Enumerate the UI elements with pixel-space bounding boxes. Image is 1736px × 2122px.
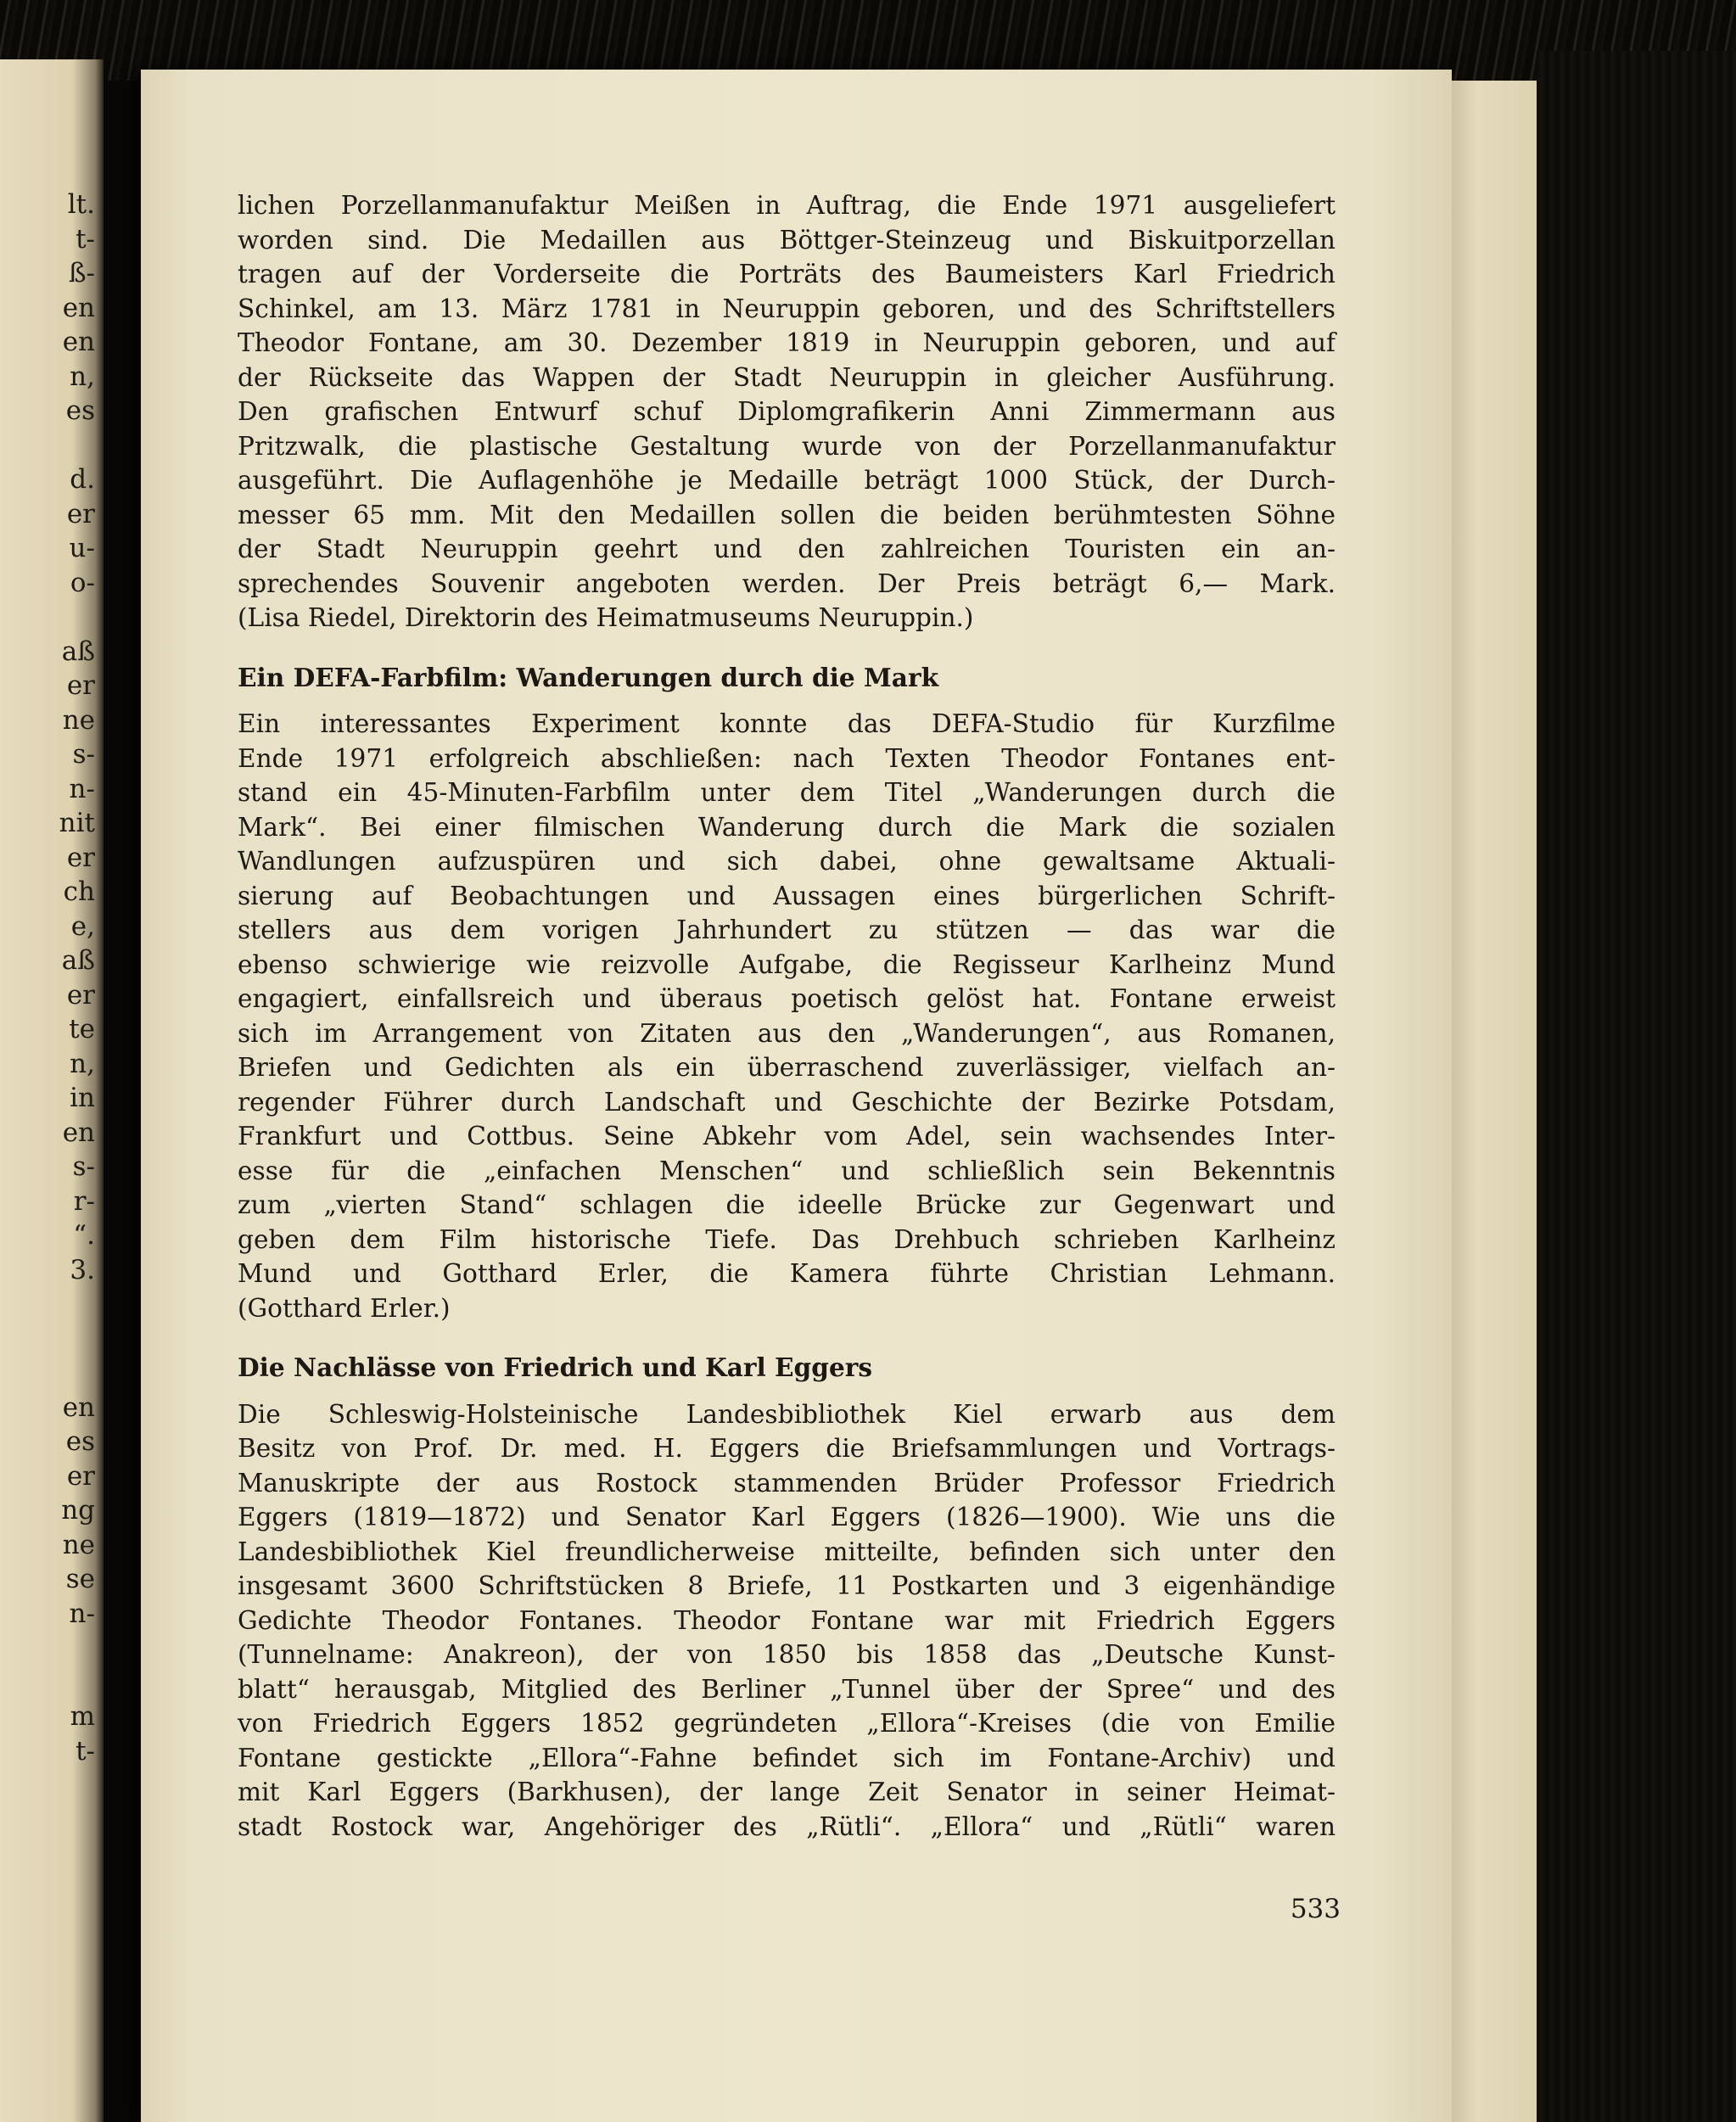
left-page-fragment: en bbox=[62, 292, 95, 323]
left-page-fragment: es bbox=[65, 395, 95, 426]
paragraph-defa bbox=[238, 707, 1336, 1325]
text-line: blatt“ herausgab, Mitglied des Berliner „Tunnel über der Spree“ und des bbox=[238, 1674, 1336, 1704]
left-page-fragment: n, bbox=[70, 1048, 95, 1079]
left-page-fragment: d. bbox=[70, 464, 95, 495]
text-line: Schinkel, am 13. März 1781 in Neuruppin geboren, und des Schriftstellers bbox=[238, 294, 1336, 323]
left-facing-page bbox=[0, 59, 104, 2122]
left-page-fragment: ne bbox=[62, 1529, 95, 1560]
paragraph-medaillen bbox=[238, 188, 1336, 635]
left-page-fragment: en bbox=[62, 1117, 95, 1148]
text-line: stand ein 45-Minuten-Farbfilm unter dem Titel „Wanderungen durch die bbox=[238, 778, 1336, 807]
text-line: mit Karl Eggers (Barkhusen), der lange Zeit Senator in seiner Heimat- bbox=[238, 1778, 1336, 1806]
text-line: Den grafischen Entwurf schuf Diplomgrafikerin Anni Zimmermann aus bbox=[238, 397, 1336, 426]
left-page-fragment: er bbox=[66, 979, 95, 1011]
text-line: (Lisa Riedel, Direktorin des Heimatmuseums Neuruppin.) bbox=[238, 603, 974, 632]
left-page-fragment: t- bbox=[76, 223, 95, 255]
left-page-fragment: te bbox=[69, 1014, 95, 1044]
spacer bbox=[238, 1325, 1336, 1351]
text-line: Besitz von Prof. Dr. med. H. Eggers die Briefsammlungen und Vortrags- bbox=[238, 1434, 1336, 1463]
text-line: lichen Porzellanmanufaktur Meißen in Auftrag, die Ende 1971 ausgeliefert bbox=[238, 191, 1336, 220]
text-line: Theodor Fontane, am 30. Dezember 1819 in Neuruppin geboren, und auf bbox=[238, 328, 1336, 357]
text-line: Briefen und Gedichten als ein überraschend zuverlässiger, vielfach an- bbox=[238, 1053, 1336, 1082]
left-page-fragment: aß bbox=[61, 945, 95, 976]
left-page-fragment: in bbox=[70, 1083, 95, 1113]
text-line: sprechendes Souvenir angeboten werden. Der Preis beträgt 6,— Mark. bbox=[238, 568, 1336, 598]
text-line: der Stadt Neuruppin geehrt und den zahlreichen Touristen ein an- bbox=[238, 535, 1336, 563]
left-page-fragment: ne bbox=[62, 704, 95, 736]
text-line: der Rückseite das Wappen der Stadt Neuruppin in gleicher Ausführung. bbox=[238, 362, 1336, 392]
left-page-fragment: en bbox=[62, 327, 95, 357]
text-line: Frankfurt und Cottbus. Seine Abkehr vom Adel, sein wachsendes Inter- bbox=[238, 1122, 1336, 1151]
left-page-fragment: en bbox=[62, 1391, 95, 1423]
left-page-fragment: 3. bbox=[70, 1254, 95, 1285]
text-line: Eggers (1819—1872) und Senator Karl Eggers (1826—1900). Wie uns die bbox=[238, 1503, 1336, 1531]
left-page-fragment: n, bbox=[70, 361, 95, 392]
text-line: zum „vierten Stand“ schlagen die ideelle Brücke zur Gegenwart und bbox=[238, 1190, 1336, 1219]
text-line: sierung auf Beobachtungen und Aussagen eines bürgerlichen Schrift- bbox=[238, 881, 1336, 910]
left-page-fragment: “. bbox=[73, 1220, 95, 1251]
left-page-fragment: er bbox=[66, 670, 95, 701]
text-line: sich im Arrangement von Zitaten aus den „Wanderungen“, aus Romanen, bbox=[238, 1018, 1336, 1048]
text-line: Ein interessantes Experiment konnte das DEFA-Studio für Kurzfilme bbox=[238, 709, 1336, 738]
left-page-fragment: n- bbox=[69, 1598, 95, 1629]
text-line: engagiert, einfallsreich und überaus poetisch gelöst hat. Fontane erweist bbox=[238, 984, 1336, 1013]
left-page-fragment: er bbox=[66, 498, 95, 529]
text-line: (Gotthard Erler.) bbox=[238, 1293, 451, 1323]
text-line: stadt Rostock war, Angehöriger des „Rütli“. „Ellora“ und „Rütli“ waren bbox=[238, 1811, 1336, 1841]
text-line: Mark“. Bei einer filmischen Wanderung durch die Mark die sozialen bbox=[238, 812, 1336, 842]
left-page-fragment: o- bbox=[70, 567, 95, 598]
left-page-fragment: u- bbox=[69, 533, 95, 563]
spacer bbox=[238, 635, 1336, 661]
page-text-block bbox=[238, 188, 1336, 1844]
left-page-fragment: e, bbox=[70, 910, 95, 942]
text-line: Landesbibliothek Kiel freundlicherweise mitteilte, befinden sich unter den bbox=[238, 1537, 1336, 1566]
left-page-fragment: n- bbox=[69, 773, 95, 804]
left-page-fragment: m bbox=[70, 1701, 95, 1732]
left-page-fragment: s- bbox=[72, 1151, 95, 1182]
left-page-fragment: er bbox=[66, 1460, 95, 1492]
text-line: esse für die „einfachen Menschen“ und schließlich sein Bekenntnis bbox=[238, 1156, 1336, 1185]
left-page-fragment: aß bbox=[61, 635, 95, 667]
left-page-fragment: t- bbox=[76, 1735, 95, 1766]
text-line: Fontane gestickte „Ellora“-Fahne befindet sich im Fontane-Archiv) und bbox=[238, 1743, 1336, 1772]
section-heading-eggers: Die Nachlässe von Friedrich und Karl Eggers bbox=[238, 1352, 873, 1382]
book-binding-top bbox=[0, 0, 1736, 81]
left-page-fragment: r- bbox=[73, 1185, 95, 1217]
left-page-fragment: er bbox=[66, 842, 95, 873]
text-line: Gedichte Theodor Fontanes. Theodor Fontane war mit Friedrich Eggers bbox=[238, 1605, 1336, 1635]
text-line: stellers aus dem vorigen Jahrhundert zu stützen — das war die bbox=[238, 915, 1336, 944]
left-page-fragment: nit bbox=[59, 808, 95, 838]
paragraph-eggers bbox=[238, 1397, 1336, 1845]
text-line: ebenso schwierige wie reizvolle Aufgabe, die Regisseur Karlheinz Mund bbox=[238, 949, 1336, 979]
left-page-fragment: ng bbox=[61, 1495, 95, 1526]
left-page-fragment: ß- bbox=[68, 258, 95, 288]
text-line: Pritzwalk, die plastische Gestaltung wurde von der Porzellanmanufaktur bbox=[238, 431, 1336, 461]
text-line: messer 65 mm. Mit den Medaillen sollen die beiden berühmtesten Söhne bbox=[238, 500, 1336, 529]
spacer bbox=[238, 695, 1336, 707]
left-page-fragment: lt. bbox=[67, 189, 95, 220]
text-line: tragen auf der Vorderseite die Porträts des Baumeisters Karl Friedrich bbox=[238, 260, 1336, 288]
left-page-fragment: ch bbox=[63, 876, 95, 907]
section-heading-defa: Ein DEFA-Farbfilm: Wanderungen durch die Mark bbox=[238, 662, 939, 692]
spacer bbox=[238, 1386, 1336, 1397]
text-line: ausgeführt. Die Auflagenhöhe je Medaille beträgt 1000 Stück, der Durch- bbox=[238, 466, 1336, 495]
page-number: 533 bbox=[1290, 1894, 1341, 1924]
text-line: regender Führer durch Landschaft und Geschichte der Bezirke Potsdam, bbox=[238, 1087, 1336, 1117]
left-page-fragment: se bbox=[65, 1564, 95, 1594]
text-line: geben dem Film historische Tiefe. Das Drehbuch schrieben Karlheinz bbox=[238, 1224, 1336, 1254]
text-line: Ende 1971 erfolgreich abschließen: nach Texten Theodor Fontanes ent- bbox=[238, 743, 1336, 773]
book-cover-edge bbox=[1537, 51, 1736, 2122]
text-line: Wandlungen aufzuspüren und sich dabei, ohne gewaltsame Aktuali- bbox=[238, 847, 1336, 876]
text-line: insgesamt 3600 Schriftstücken 8 Briefe, 11 Postkarten und 3 eigenhändige bbox=[238, 1571, 1336, 1600]
text-line: Die Schleswig-Holsteinische Landesbibliothek Kiel erwarb aus dem bbox=[238, 1399, 1336, 1429]
text-line: (Tunnelname: Anakreon), der von 1850 bis 1858 das „Deutsche Kunst- bbox=[238, 1640, 1336, 1669]
text-line: Manuskripte der aus Rostock stammenden Brüder Professor Friedrich bbox=[238, 1468, 1336, 1498]
text-line: Mund und Gotthard Erler, die Kamera führte Christian Lehmann. bbox=[238, 1259, 1336, 1288]
page-edges bbox=[1452, 81, 1537, 2122]
text-line: worden sind. Die Medaillen aus Böttger-Steinzeug und Biskuitporzellan bbox=[238, 225, 1336, 255]
left-page-fragment: s- bbox=[72, 739, 95, 770]
left-page-fragment: es bbox=[65, 1426, 95, 1457]
text-line: von Friedrich Eggers 1852 gegründeten „Ellora“-Kreises (die von Emilie bbox=[238, 1709, 1336, 1738]
